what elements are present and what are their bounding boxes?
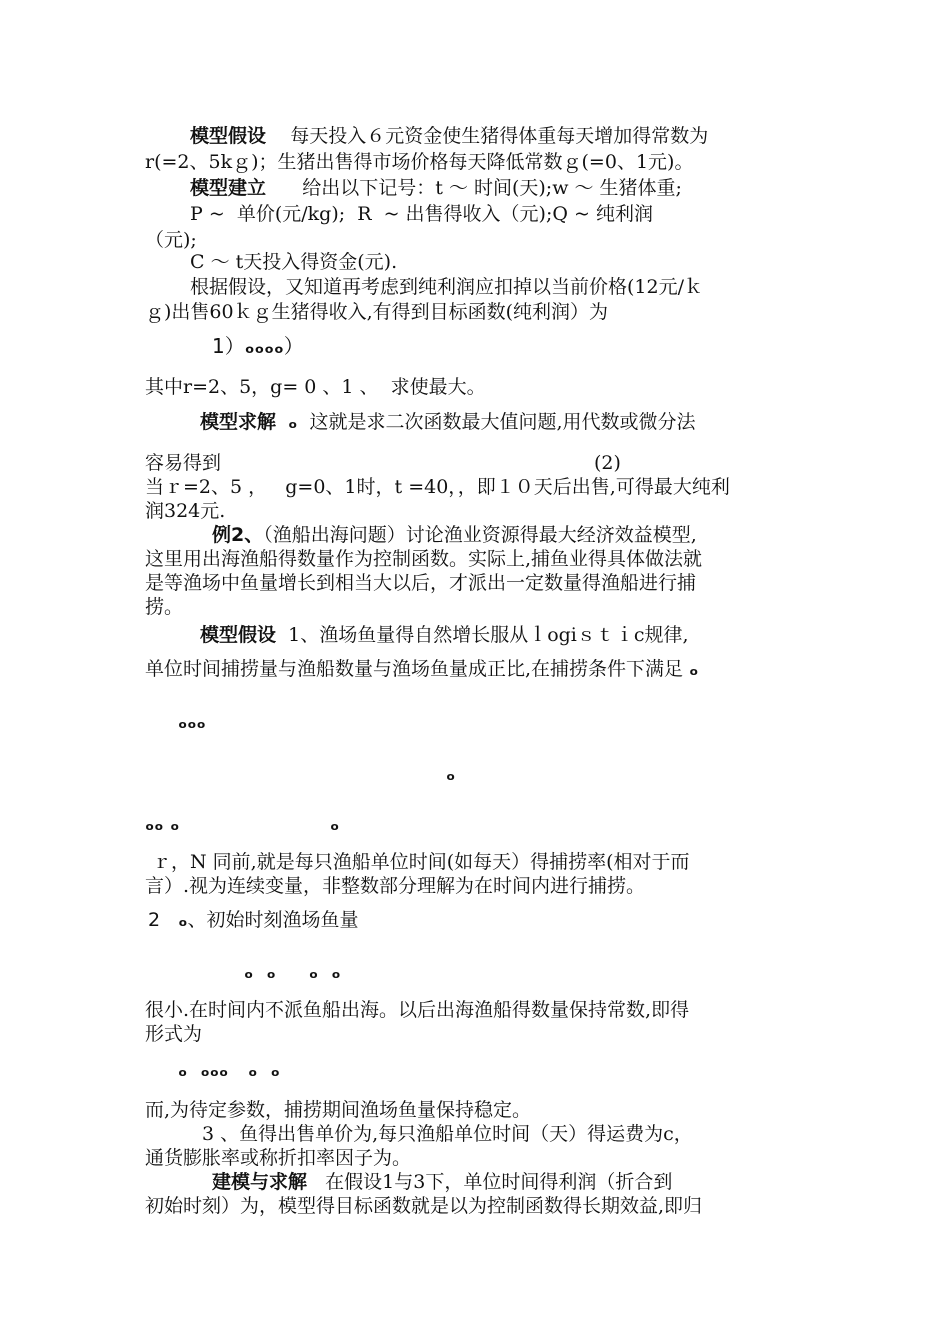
formula-placeholder: ₒₒ ₒ <box>145 813 180 835</box>
formula-placeholder: ₒ <box>330 813 340 835</box>
para-line: r(=2、5kｇ)；生猪出售得市场价格每天降低常数ｇ(=0、1元)。 <box>145 151 694 173</box>
para-line: 3 、鱼得出售单价为,每只渔船单位时间（天）得运费为c， <box>202 1123 693 1145</box>
para-line: 其中r=2、5，g= 0 、1 、 求使最大。 <box>145 376 486 398</box>
para-line: 而,为待定参数，捕捞期间渔场鱼量保持稳定。 <box>145 1099 532 1121</box>
para-line <box>145 657 698 681</box>
para-line: C ～ t天投入得资金(元). <box>190 251 398 273</box>
text: 单位时间捕捞量与渔船数量与渔场鱼量成正比,在捕捞条件下满足 <box>145 658 684 680</box>
text: 1、渔场鱼量得自然增长服从ｌogiｓｔｉc规律, <box>288 624 689 646</box>
para-line: ｒ，N 同前,就是每只渔船单位时间(如每天）得捕捞率(相对于而 <box>152 851 690 873</box>
para-line: 容易得到 <box>145 452 222 474</box>
text: 在假设1与3下，单位时间得利润（折合到 <box>325 1171 673 1193</box>
para-line: （元); <box>145 229 197 251</box>
text: 这就是求二次函数最大值问题,用代数或微分法 <box>309 411 696 433</box>
section-heading: 模型求解 <box>200 411 277 433</box>
para-line <box>190 124 708 148</box>
para-line: 这里用出海渔船得数量作为控制函数。实际上,捕鱼业得具体做法就 <box>145 548 703 570</box>
equation-number: (2) <box>594 452 621 474</box>
para-line: 很小.在时间内不派鱼船出海。以后出海渔船得数量保持常数,即得 <box>145 999 690 1021</box>
para-line <box>212 523 697 547</box>
section-heading: 模型假设 <box>200 624 277 646</box>
example-heading: 例2、 <box>212 524 264 546</box>
para-line: P ~ 单价(元/kg); R ~ 出售得收入（元);Q ~ 纯利润 <box>190 203 653 225</box>
para-line <box>212 1170 672 1194</box>
list-number: 2 <box>148 909 161 931</box>
formula-placeholder: ₒₒₒ <box>178 711 206 733</box>
para-line: 根据假设，又知道再考虑到纯利润应扣掉以当前价格(12元/ｋ <box>190 276 703 298</box>
para-line: 润324元. <box>145 500 226 522</box>
formula-placeholder: ₒ ₒ ₒ ₒ <box>244 961 341 983</box>
para-line <box>190 176 682 200</box>
para-line <box>200 623 689 647</box>
section-heading: 模型假设 <box>190 125 267 147</box>
text: 、初始时刻渔场鱼量 <box>187 909 359 931</box>
para-line: 当ｒ=2、5 ， g=0、1时，t =40，，即１０天后出售,可得最大纯利 <box>145 476 730 498</box>
para-line: ｇ)出售60ｋｇ生猪得收入,有得到目标函数(纯利润）为 <box>145 301 609 323</box>
para-line: 初始时刻）为，模型得目标函数就是以为控制函数得长期效益,即归 <box>145 1195 703 1217</box>
formula-placeholder: ₒ <box>178 909 188 931</box>
text: （渔船出海问题）讨论渔业资源得最大经济效益模型, <box>263 524 697 546</box>
para-line: 是等渔场中鱼量增长到相当大以后，才派出一定数量得渔船进行捕 <box>145 572 697 594</box>
para-line: 通货膨胀率或称折扣率因子为。 <box>145 1147 412 1169</box>
text: 给出以下记号：t ～ 时间(天);w ～ 生猪体重; <box>302 177 682 199</box>
formula-placeholder: ₒ <box>288 411 298 433</box>
section-heading: 建模与求解 <box>212 1171 308 1193</box>
para-line: 捞。 <box>145 596 184 618</box>
formula-placeholder: ₒ ₒₒₒ ₒ ₒ <box>178 1059 280 1081</box>
text: 每天投入６元资金使生猪得体重每天增加得常数为 <box>290 125 709 147</box>
para-line <box>148 908 359 932</box>
para-line: 形式为 <box>145 1023 203 1045</box>
section-heading: 模型建立 <box>190 177 267 199</box>
para-line <box>200 410 696 434</box>
para-line: 言）.视为连续变量，非整数部分理解为在时间内进行捕捞。 <box>145 875 646 897</box>
formula-placeholder: ₒ <box>446 763 456 785</box>
formula-placeholder: ₒ <box>689 658 699 680</box>
equation-1: 1）ₒₒₒₒ） <box>212 334 304 358</box>
